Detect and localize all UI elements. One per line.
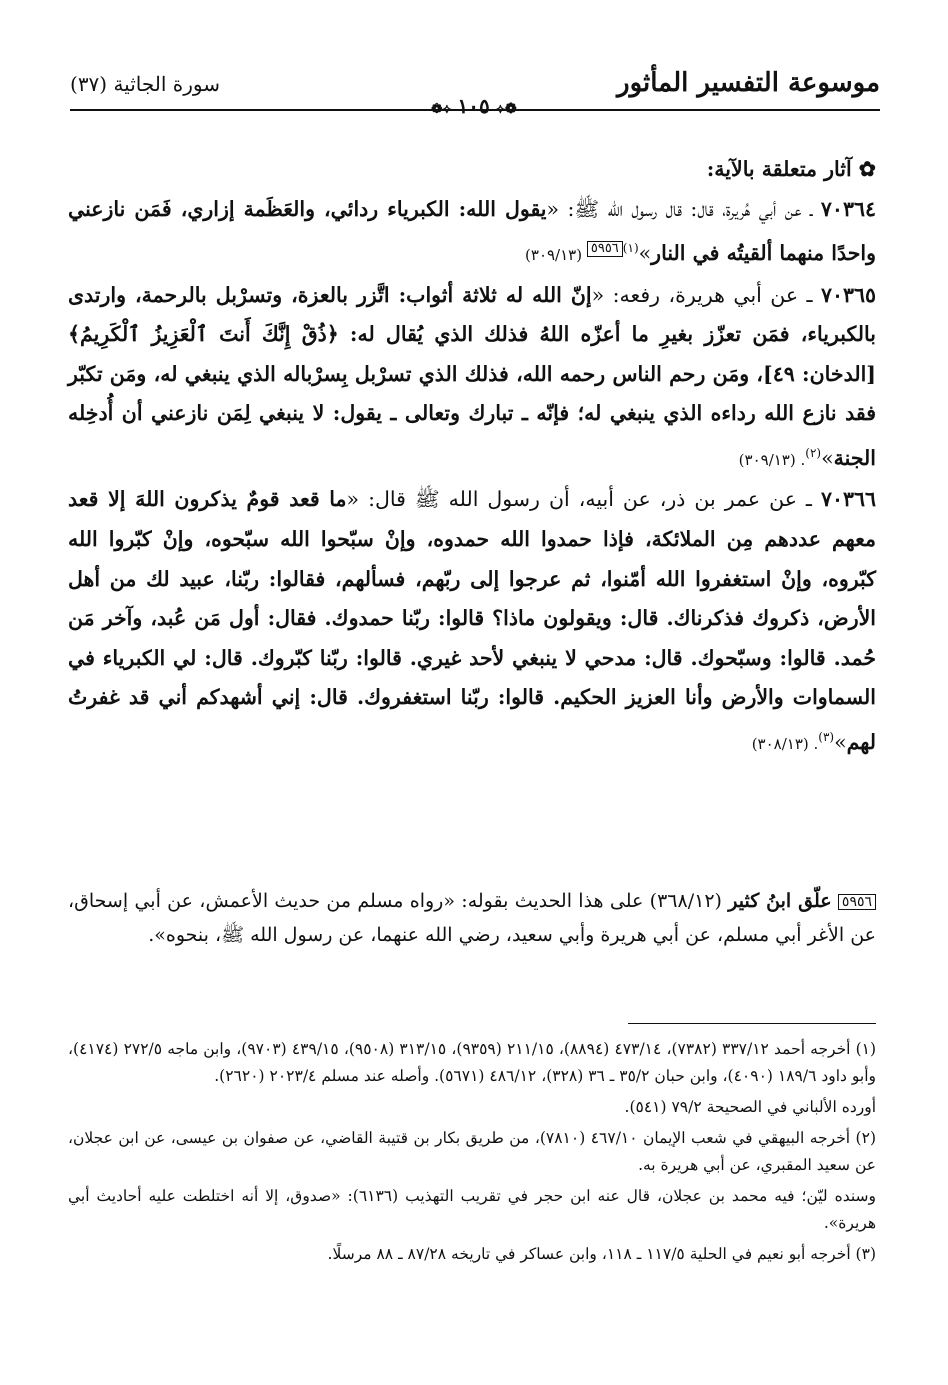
- narration-number: ٧٠٣٦٦: [820, 487, 876, 512]
- footnote: (١) أخرجه أحمد ٣٣٧/١٢ (٧٣٨٢)، ٤٧٣/١٤ (٨٨٩٤)، ٢١١/١٥ (٩٣٥٩)، ٣١٣/١٥ (٩٥٠٨)، ٤٣٩/١٥ (٩٧٠٣)، وابن ماجه ٢٧٢/٥ (٤١٧٤)، وأبو داود ١٨٩/٦ (٤٠٩٠)، وابن حبان ٣٥/٢ ـ ٣٦ (٣٢٨)، ٤٨٦/١٢ (٥٦٧١). وأصله عند مسلم ٢٠٢٣/٤ (٢٦٢٠).: [68, 1040, 877, 1085]
- quote-close: »: [834, 729, 847, 754]
- narration-chain: ـ عن عمر بن ذر، عن أبيه، أن رسول الله ﷺ قال: «: [346, 487, 821, 512]
- footnote: (٢) أخرجه البيهقي في شعب الإيمان ٤٦٧/١٠ (٧٨١٠)، من طريق بكار بن قتيبة القاضي، عن صفوان بن عيسى، عن ابن عجلان، عن سعيد المقبري، عن أبي هريرة به.: [68, 1129, 876, 1174]
- header-rule: [70, 109, 880, 111]
- section-heading: [68, 150, 876, 190]
- ornament-icon: ⟡❁: [431, 101, 452, 117]
- narration-number: ٧٠٣٦٤: [820, 196, 876, 221]
- volume-reference: (٣٠٩/١٣): [525, 246, 587, 265]
- page-number: [0, 94, 948, 118]
- section-title: آثار متعلقة بالآية:: [706, 157, 852, 181]
- commentary-lead: علّق ابنُ كثير: [728, 890, 832, 912]
- quote-close: »: [821, 445, 834, 470]
- footnote-separator: [628, 1023, 876, 1024]
- footnotes: [68, 1036, 876, 1272]
- footnote: أورده الألباني في الصحيحة ٧٩/٢ (٥٤١).: [624, 1098, 876, 1116]
- commentary-text: (٣٦٨/١٢) على هذا الحديث بقوله: «رواه مسلم من حديث الأعمش، عن أبي إسحاق، عن الأغر أبي مسلم، عن أبي هريرة وأبي سعيد، رضي الله عنهما، عن رسول الله ﷺ، بنحوه».: [68, 890, 876, 946]
- commentary-note: [68, 884, 876, 952]
- main-text: [68, 150, 876, 764]
- commentary-marker[interactable]: ٥٩٥٦: [587, 241, 623, 257]
- narration-number: ٧٠٣٦٥: [820, 282, 877, 307]
- commentary-number: ٥٩٥٦: [838, 894, 876, 910]
- narration-matn: إنّ الله له ثلاثة أثواب: اتَّزر بالعزة، وتسرْبل بالرحمة، وارتدى بالكبرياء، فمَن تعزّز بغيرِ ما أعزّه اللهُ فذلك الذي يُقال له: ﴿ذُقْ إِنَّكَ أَنتَ ٱلْعَزِيزُ ٱلْكَرِيمُ﴾ [الدخان: ٤٩]، ومَن رحم الناس رحمه الله، فذلك الذي تسرْبل بِسرْباله الذي ينبغي له، ومَن تكبّر فقد نازع الله رداءه الذي ينبغي له؛ فإنّه ـ تبارك وتعالى ـ يقول: لا ينبغي لِمَن نازعني أن أُدخِله الجنة: [68, 282, 876, 470]
- ornament-icon: ❁⟡: [495, 101, 517, 117]
- narration-matn: ما قعد قومٌ يذكرون اللهَ إلا قعد معهم عددهم مِن الملائكة، فإذا حمدوا الله حمدوه، وإنْ سبّحوا الله سبّحوه، وإنْ كبّروا الله كبّروه، وإنْ استغفروا الله أمّنوا، ثم عرجوا إلى ربّهم، فسألهم، فقالوا: ربّنا، عبيد لك من أهل الأرض، ذكروك فذكرناك. قال: ويقولون ماذا؟ قالوا: ربّنا حمدوك. فقال: أول مَن عُبد، وآخر مَن حُمد. قالوا: وسبّحوك. قال: مدحي لا ينبغي لأحد غيري. قالوا: ربّنا كبّروك. قال: لي الكبرياء في السماوات والأرض وأنا العزيز الحكيم. قالوا: ربّنا استغفروك. قال: إني أشهدكم أني قد غفرتُ لهم: [68, 487, 876, 754]
- narration: [68, 480, 876, 764]
- sura-title: سورة الجاثية (٣٧): [70, 72, 221, 96]
- footnote: وسنده ليّن؛ فيه محمد بن عجلان، قال عنه ابن حجر في تقريب التهذيب (٦١٣٦): «صدوق، إلا أنه اختلطت عليه أحاديث أبي هريرة».: [68, 1187, 876, 1232]
- narration: [68, 190, 876, 276]
- narration: [68, 276, 876, 481]
- quote-close: »: [638, 241, 652, 266]
- footnote-marker[interactable]: (٣): [818, 729, 835, 744]
- narration-chain: ـ عن أبي هُريرة، قال: قال رسول الله ﷺ: «: [546, 196, 821, 221]
- footnote-marker[interactable]: (١): [622, 241, 639, 256]
- volume-reference: . (٣٠٩/١٣): [738, 450, 806, 469]
- page-number-text: ١٠٥: [457, 94, 490, 118]
- flower-icon: ✿: [851, 157, 876, 181]
- footnote-marker[interactable]: (٢): [805, 445, 822, 460]
- narration-chain: ـ عن أبي هريرة، رفعه: «: [591, 282, 821, 307]
- book-title: موسوعة التفسير المأثور: [617, 68, 880, 98]
- narration-matn: يقول الله: الكبرياء ردائي، والعَظَمة إزاري، فَمَن نازعني واحدًا منهما ألقيتُه في النار: [68, 196, 876, 266]
- volume-reference: . (٣٠٨/١٣): [751, 734, 819, 753]
- footnote: (٣) أخرجه أبو نعيم في الحلية ١١٧/٥ ـ ١١٨، وابن عساكر في تاريخه ٨٧/٢٨ ـ ٨٨ مرسلًا.: [327, 1245, 876, 1263]
